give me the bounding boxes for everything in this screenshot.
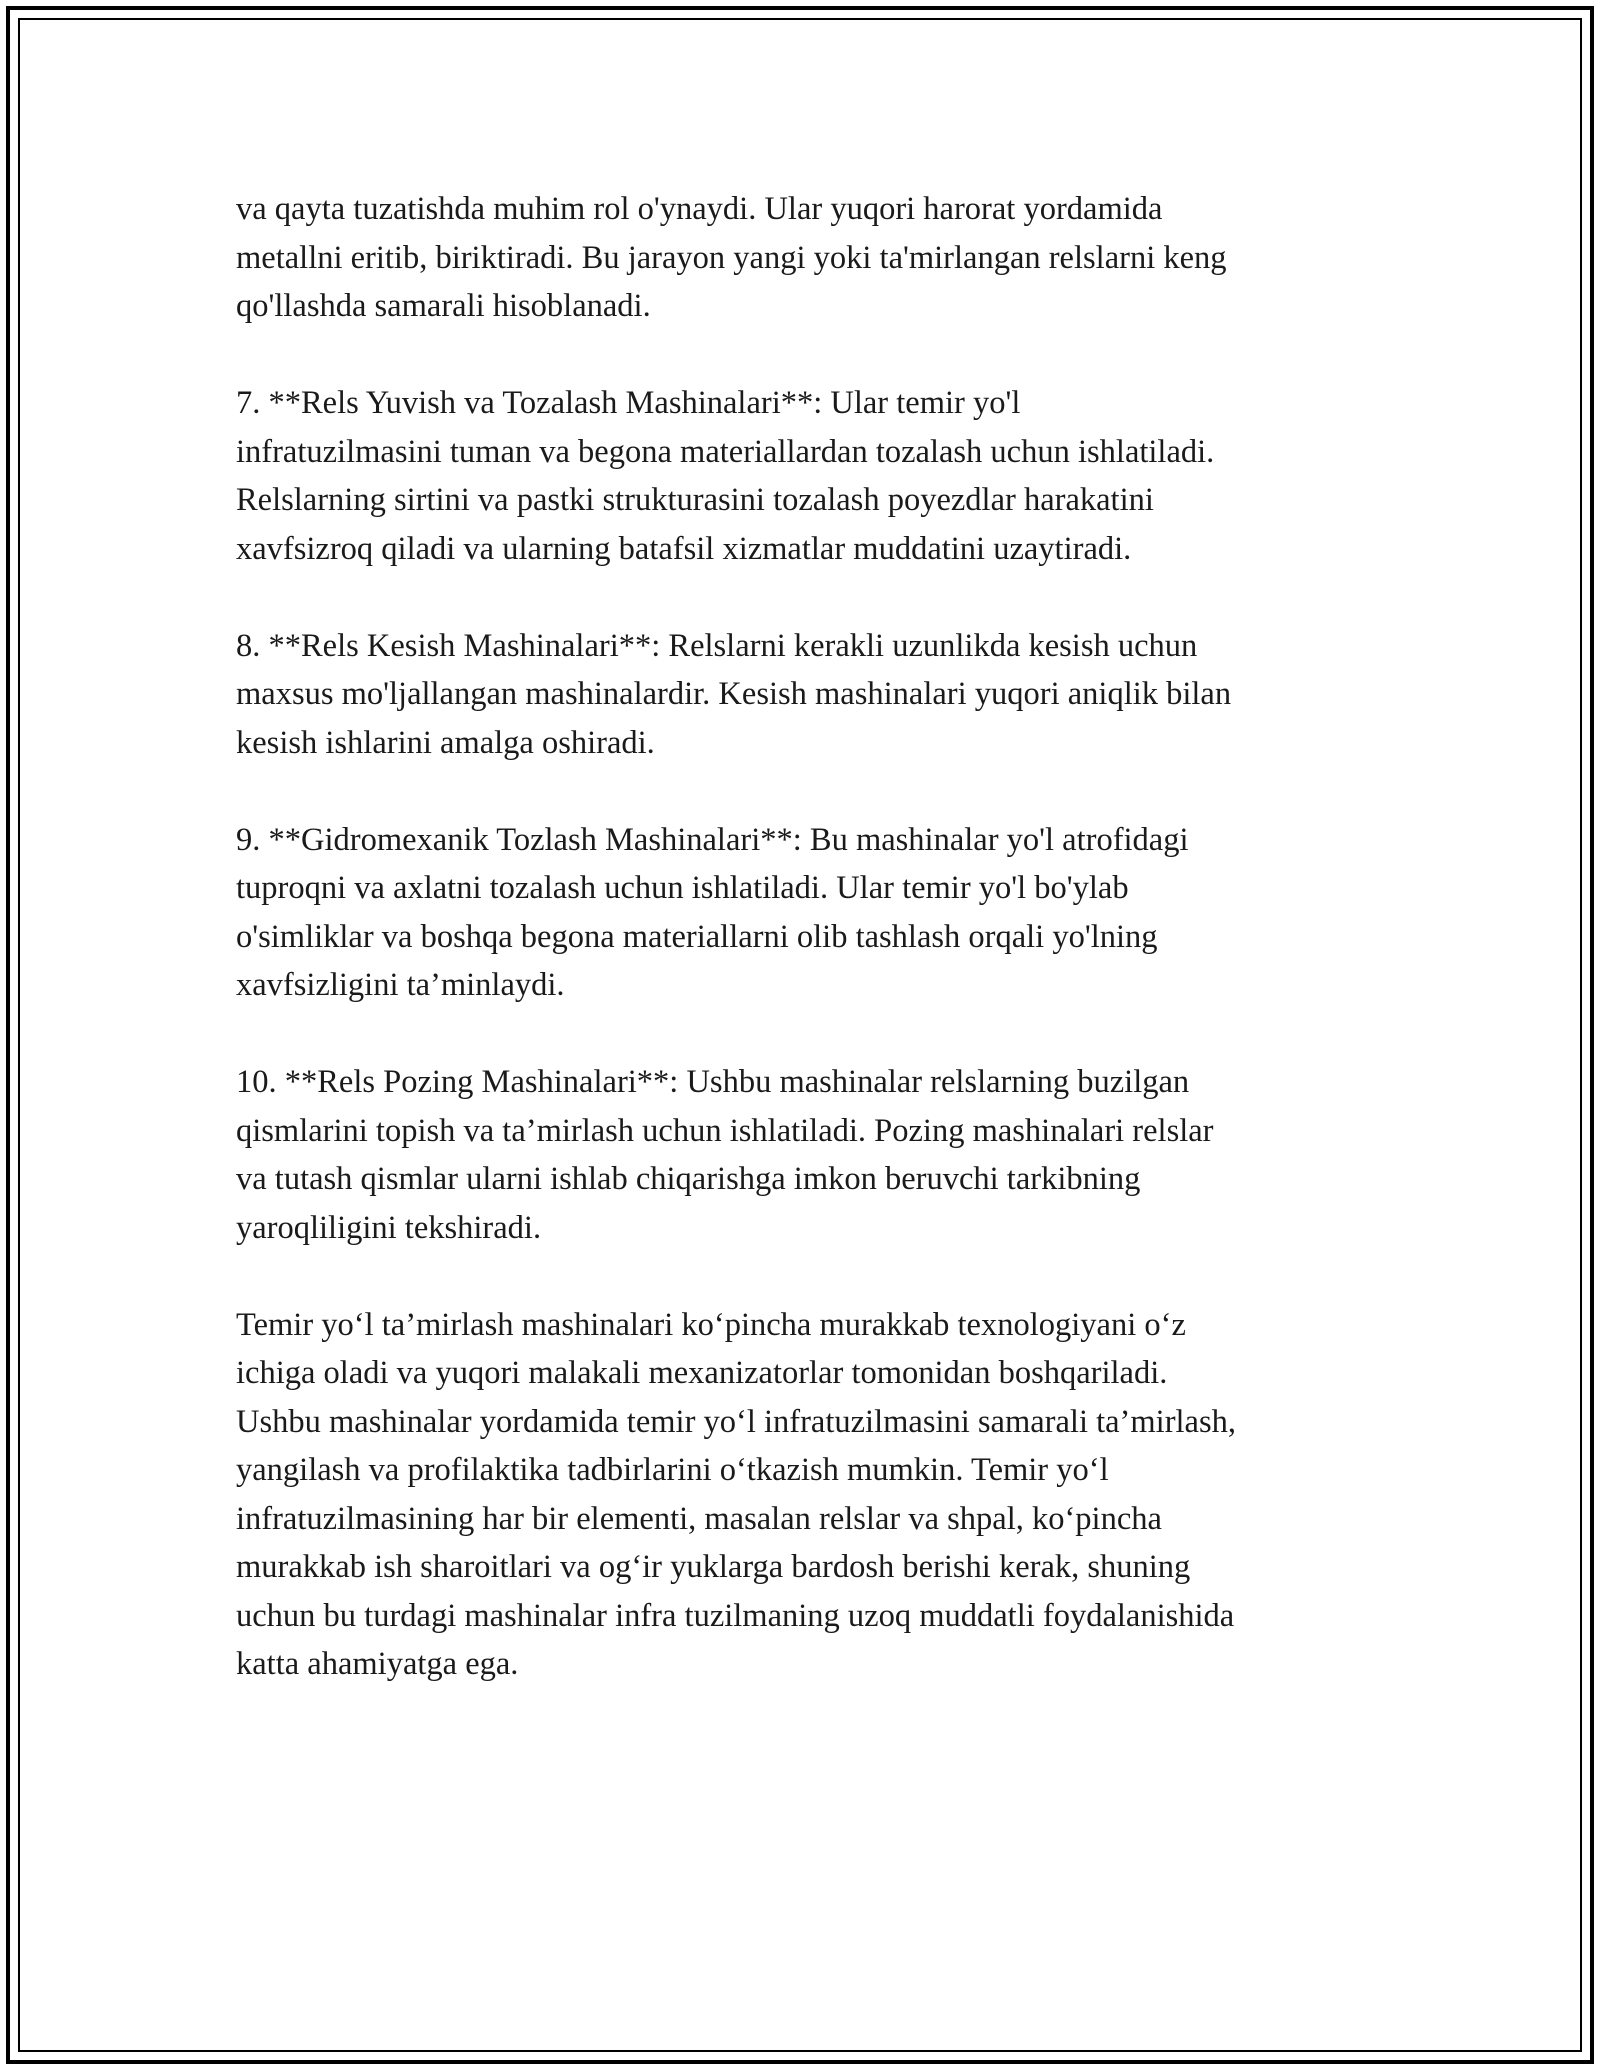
paragraph-item-7: 7. **Rels Yuvish va Tozalash Mashinalari**: Ular temir yo'l infratuzilmasini tuman va begona materiallardan tozalash uchun ishlatiladi. Relslarning sirtini va pastki strukturasini tozalash poyezdlar harakatini xavfsizroq qiladi va ularning batafsil xizmatlar muddatini uzaytiradi. xyxy=(236,385,1215,567)
paragraph-conclusion: Temir yo‘l ta’mirlash mashinalari ko‘pincha murakkab texnologiyani o‘z ichiga oladi va yuqori malakali mexanizatorlar tomonidan boshqariladi. Ushbu mashinalar yordamida temir yo‘l infratuzilmasini samarali ta’mirlash, yangilash va profilaktika tadbirlarini o‘tkazish mumkin. Temir yo‘l infratuzilmasining har bir elementi, masalan relslar va shpal, ko‘pincha murakkab ish sharoitlari va og‘ir yuklarga bardosh berishi kerak, shuning uchun bu turdagi mashinalar infra tuzilmaning uzoq muddatli foydalanishida katta ahamiyatga ega. xyxy=(236,1306,1236,1682)
paragraph-item-8: 8. **Rels Kesish Mashinalari**: Relslarni kerakli uzunlikda kesish uchun maxsus mo'ljallangan mashinalardir. Kesish mashinalari yuqori aniqlik bilan kesish ishlarini amalga oshiradi. xyxy=(236,627,1232,761)
paragraph-item-9: 9. **Gidromexanik Tozlash Mashinalari**: Bu mashinalar yo'l atrofidagi tuproqni va axlatni tozalash uchun ishlatiladi. Ular temir yo'l bo'ylab o'simliklar va boshqa begona materiallarni olib tashlash orqali yo'lning xavfsizligini ta’minlaydi. xyxy=(236,821,1189,1003)
paragraph-continuation: va qayta tuzatishda muhim rol o'ynaydi. Ular yuqori harorat yordamida metallni eritib, biriktiradi. Bu jarayon yangi yoki ta'mirlangan relslarni keng qo'llashda samarali hisoblanadi. xyxy=(236,191,1227,324)
paragraph-item-10: 10. **Rels Pozing Mashinalari**: Ushbu mashinalar relslarning buzilgan qismlarini topish va ta’mirlash uchun ishlatiladi. Pozing mashinalari relslar va tutash qismlar ularni ishlab chiqarishga imkon beruvchi tarkibning yaroqliligini tekshiradi. xyxy=(236,1064,1214,1246)
document-body xyxy=(236,185,1376,1737)
